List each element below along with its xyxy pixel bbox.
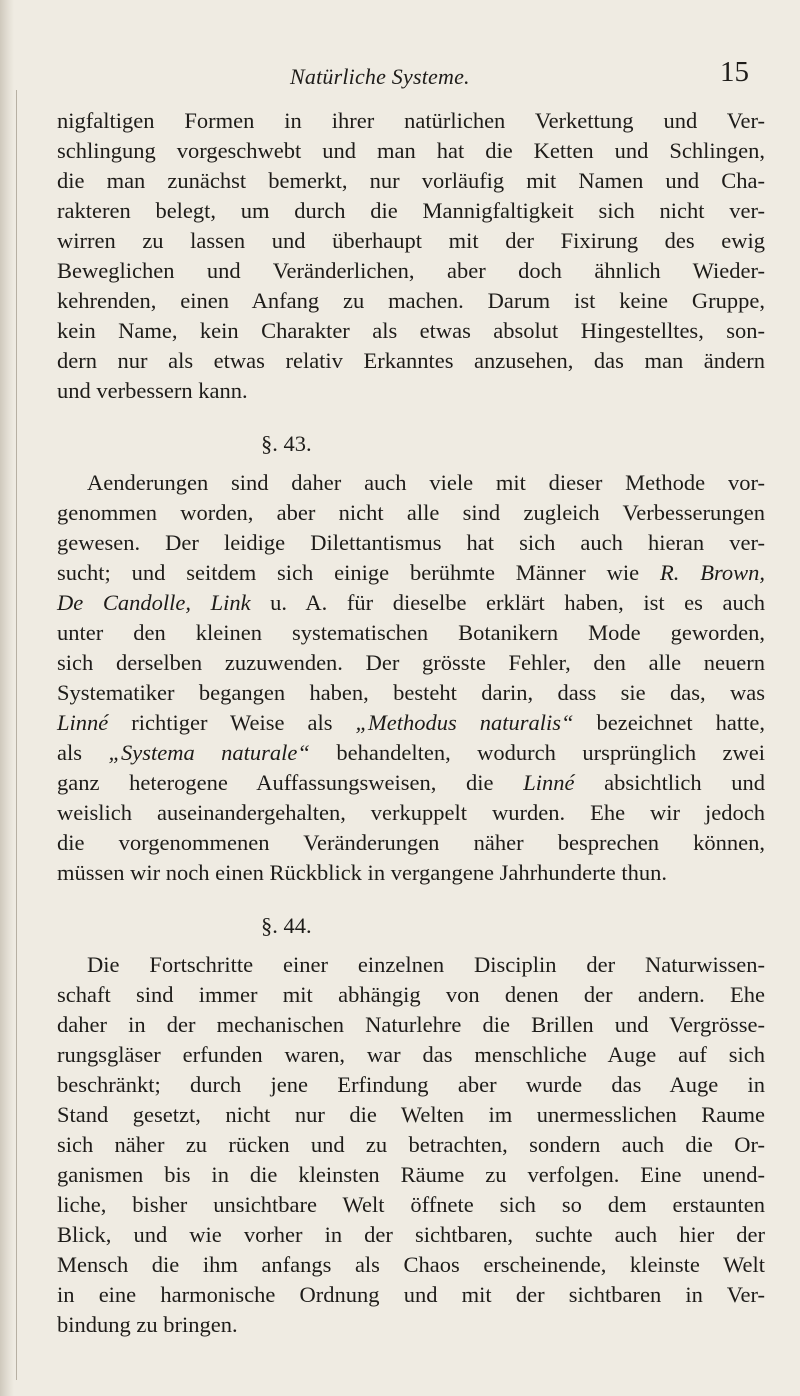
text-line bbox=[57, 106, 765, 136]
text-line bbox=[57, 1100, 765, 1130]
text-line bbox=[57, 708, 765, 738]
text-line bbox=[57, 316, 765, 346]
text-segment: Systematiker begangen haben, besteht darin, dass sie das, was bbox=[57, 680, 765, 705]
text-line bbox=[57, 468, 765, 498]
text-segment: müssen wir noch einen Rückblick in vergangene Jahrhunderte thun. bbox=[57, 860, 668, 885]
text-segment: Blick, und wie vorher in der sichtbaren, suchte auch hier der bbox=[57, 1222, 765, 1247]
text-segment: als bbox=[57, 740, 109, 765]
text-segment: liche, bisher unsichtbare Welt öffnete sich so dem erstaunten bbox=[57, 1192, 765, 1217]
text-segment: sucht; und seitdem sich einige berühmte Männer wie bbox=[57, 560, 660, 585]
text-segment: sich näher zu rücken und zu betrachten, sondern auch die Or- bbox=[57, 1132, 765, 1157]
text-segment: dern nur als etwas relativ Erkanntes anzusehen, das man ändern bbox=[57, 348, 765, 373]
text-segment: daher in der mechanischen Naturlehre die Brillen und Vergrösse- bbox=[57, 1012, 765, 1037]
text-segment: bezeichnet hatte, bbox=[573, 710, 766, 735]
text-segment: beschränkt; durch jene Erfindung aber wurde das Auge in bbox=[57, 1072, 765, 1097]
text-segment: Beweglichen und Veränderlichen, aber doch ähnlich Wieder- bbox=[57, 258, 765, 283]
text-line bbox=[57, 1280, 765, 1310]
page-body bbox=[57, 106, 765, 1340]
text-segment: richtiger Weise als bbox=[108, 710, 356, 735]
text-segment: und verbessern kann. bbox=[57, 378, 248, 403]
text-segment: behandelten, wodurch ursprünglich zwei bbox=[309, 740, 765, 765]
text-segment: genommen worden, aber nicht alle sind zugleich Verbesserungen bbox=[57, 500, 765, 525]
section-heading: §. 44. bbox=[261, 913, 312, 938]
text-line bbox=[57, 858, 765, 888]
italic-text-segment: De Candolle, Link bbox=[57, 590, 251, 615]
text-segment: unter den kleinen systematischen Botanikern Mode geworden, bbox=[57, 620, 765, 645]
italic-text-segment: „Methodus naturalis“ bbox=[355, 710, 574, 735]
italic-text-segment: Linné bbox=[523, 770, 575, 795]
paragraph bbox=[57, 468, 765, 888]
text-line bbox=[57, 768, 765, 798]
page-binding-edge bbox=[0, 0, 14, 1396]
text-line bbox=[57, 950, 765, 980]
text-line bbox=[57, 678, 765, 708]
text-segment: schaft sind immer mit abhängig von denen der andern. Ehe bbox=[57, 982, 765, 1007]
text-segment: Mensch die ihm anfangs als Chaos erscheinende, kleinste Welt bbox=[57, 1252, 765, 1277]
text-segment: schlingung vorgeschwebt und man hat die Ketten und Schlingen, bbox=[57, 138, 765, 163]
text-segment: ganismen bis in die kleinsten Räume zu verfolgen. Eine unend- bbox=[57, 1162, 765, 1187]
text-line bbox=[57, 1190, 765, 1220]
text-line bbox=[57, 1070, 765, 1100]
text-segment: kehrenden, einen Anfang zu machen. Darum ist keine Gruppe, bbox=[57, 288, 765, 313]
text-segment: weislich auseinandergehalten, verkuppelt wurden. Ehe wir jedoch bbox=[57, 800, 765, 825]
text-line bbox=[57, 226, 765, 256]
text-line bbox=[57, 136, 765, 166]
text-line bbox=[57, 1250, 765, 1280]
text-segment: rakteren belegt, um durch die Mannigfaltigkeit sich nicht ver- bbox=[57, 198, 765, 223]
text-segment: sich derselben zuzuwenden. Der grösste Fehler, den alle neuern bbox=[57, 650, 765, 675]
binding-shadow-line bbox=[16, 90, 17, 1380]
text-line bbox=[57, 648, 765, 678]
text-line bbox=[57, 286, 765, 316]
text-line bbox=[57, 980, 765, 1010]
section-heading: §. 43. bbox=[261, 431, 312, 456]
paragraph bbox=[57, 950, 765, 1340]
text-line bbox=[57, 346, 765, 376]
text-segment: rungsgläser erfunden waren, war das menschliche Auge auf sich bbox=[57, 1042, 765, 1067]
text-segment: kein Name, kein Charakter als etwas absolut Hingestelltes, son- bbox=[57, 318, 765, 343]
text-line bbox=[57, 376, 765, 406]
text-segment: wirren zu lassen und überhaupt mit der Fixirung des ewig bbox=[57, 228, 765, 253]
text-line bbox=[57, 738, 765, 768]
text-line bbox=[57, 166, 765, 196]
text-line bbox=[57, 1310, 765, 1340]
page-header bbox=[0, 40, 800, 90]
text-segment: nigfaltigen Formen in ihrer natürlichen Verkettung und Ver- bbox=[57, 108, 765, 133]
text-line bbox=[57, 1040, 765, 1070]
text-line bbox=[57, 1160, 765, 1190]
italic-text-segment: Linné bbox=[57, 710, 109, 735]
text-segment: in eine harmonische Ordnung und mit der sichtbaren in Ver- bbox=[57, 1282, 765, 1307]
running-title: Natürliche Systeme. bbox=[290, 64, 470, 89]
text-line bbox=[57, 1220, 765, 1250]
text-line bbox=[57, 798, 765, 828]
text-line bbox=[57, 256, 765, 286]
text-segment: gewesen. Der leidige Dilettantismus hat sich auch hieran ver- bbox=[57, 530, 765, 555]
text-line bbox=[57, 1010, 765, 1040]
text-line bbox=[57, 498, 765, 528]
paragraph bbox=[57, 106, 765, 406]
text-line bbox=[57, 618, 765, 648]
text-segment: bindung zu bringen. bbox=[57, 1312, 238, 1337]
text-segment: Die Fortschritte einer einzelnen Disciplin der Naturwissen- bbox=[87, 952, 765, 977]
text-line bbox=[57, 828, 765, 858]
page-number: 15 bbox=[720, 56, 749, 88]
italic-text-segment: R. Brown, bbox=[659, 560, 766, 585]
text-line bbox=[57, 196, 765, 226]
text-segment: Stand gesetzt, nicht nur die Welten im unermesslichen Raume bbox=[57, 1102, 765, 1127]
text-segment: die man zunächst bemerkt, nur vorläufig mit Namen und Cha- bbox=[57, 168, 765, 193]
italic-text-segment: „Systema naturale“ bbox=[108, 740, 310, 765]
text-segment: die vorgenommenen Veränderungen näher besprechen können, bbox=[57, 830, 765, 855]
text-line bbox=[57, 528, 765, 558]
text-line bbox=[57, 588, 765, 618]
text-line bbox=[57, 1130, 765, 1160]
text-segment: u. A. für dieselbe erklärt haben, ist es auch bbox=[250, 590, 766, 615]
text-segment: absichtlich und bbox=[574, 770, 765, 795]
text-segment: ganz heterogene Auffassungsweisen, die bbox=[57, 770, 524, 795]
text-segment: Aenderungen sind daher auch viele mit dieser Methode vor- bbox=[87, 470, 765, 495]
text-line bbox=[57, 558, 765, 588]
